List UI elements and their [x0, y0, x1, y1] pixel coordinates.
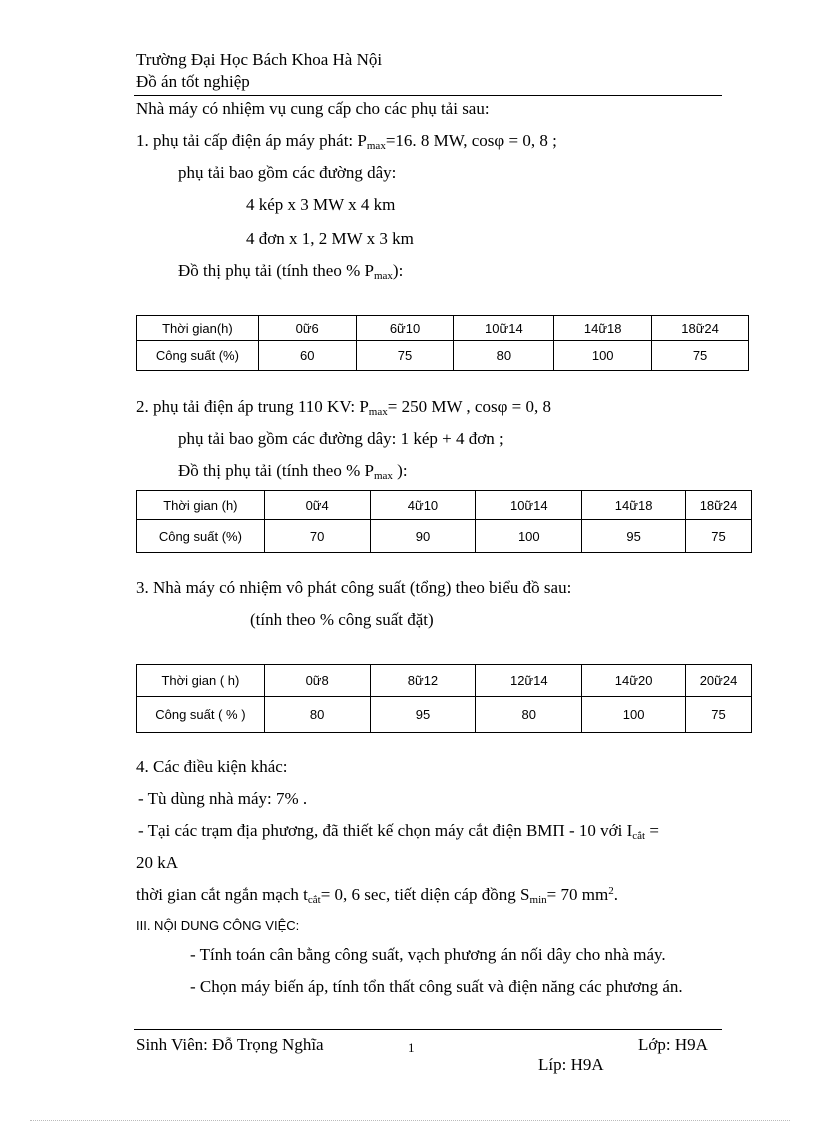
table-cell: 14ữ18 [554, 316, 652, 341]
header-rule [134, 95, 722, 96]
page-bottom-border [30, 1120, 790, 1121]
table-cell: 14ữ20 [582, 665, 686, 697]
load1-heading: 1. phụ tải cấp điện áp máy phát: $P_{max}=16$. 8 MW, cosφ = 0, 8 ; [136, 131, 557, 152]
table-cell: 80 [264, 697, 370, 733]
table-cell: 60 [258, 341, 356, 371]
load1-chart-caption: Đồ thị phụ tải (tính theo % $P_{max}$): [178, 261, 404, 282]
table-cell: 75 [652, 341, 749, 371]
table-cell: 95 [582, 520, 686, 553]
table-cell: 0ữ6 [258, 316, 356, 341]
table-cell: 0ữ4 [264, 491, 370, 520]
table-cell: 80 [454, 341, 554, 371]
table-row [137, 697, 752, 733]
load1-line-b: 4 đơn x 1, 2 MW x 3 km [246, 229, 414, 248]
class-label: Lớp: H9A [638, 1035, 708, 1054]
conditions-heading: 4. Các điều kiện khác: [136, 757, 288, 776]
table-cell: 70 [264, 520, 370, 553]
load2-heading: 2. phụ tải điện áp trung 110 KV: $P_{max}= 250$ MW , cosφ = 0, 8 [136, 397, 551, 418]
table-row [137, 665, 752, 697]
table-cell: 100 [582, 697, 686, 733]
footer-rule [134, 1029, 722, 1030]
load3-subheading: (tính theo % công suất đặt) [250, 610, 434, 629]
table-cell: Công suất ( % ) [137, 697, 265, 733]
load2-table [136, 490, 752, 553]
student-name: Sinh Viên: Đỗ Trọng Nghĩa [136, 1035, 324, 1054]
table-cell: 18ữ24 [686, 491, 752, 520]
table-cell: 14ữ18 [582, 491, 686, 520]
page-number: 1 [408, 1040, 415, 1055]
load3-table [136, 664, 752, 733]
section3-title: III. NỘI DUNG CÔNG VIỆC: [136, 918, 300, 933]
load3-heading: 3. Nhà máy có nhiệm vô phát công suất (tổng) theo biểu đồ sau: [136, 578, 572, 597]
section3-task2: - Chọn máy biến áp, tính tổn thất công suất và điện năng các phương án. [190, 977, 683, 996]
table-cell: Thời gian ( h) [137, 665, 265, 697]
table-cell: 10ữ14 [476, 491, 582, 520]
load1-table [136, 315, 749, 371]
local-station-text: - Tại các trạm địa phương, đã thiết kế chọn máy cắt điện BMΠ - 10 với $I_{cắt}$ = [138, 821, 659, 842]
table-cell: 4ữ10 [370, 491, 476, 520]
table-cell: 10ữ14 [454, 316, 554, 341]
load2-chart-caption: Đồ thị phụ tải (tính theo % $P_{max}$ ): [178, 461, 408, 482]
class-label-duplicate: Líp: H9A [538, 1055, 604, 1074]
table-cell: 18ữ24 [652, 316, 749, 341]
table-row [137, 520, 752, 553]
table-cell: Thời gian(h) [137, 316, 259, 341]
project-title: Đồ án tốt nghiệp [136, 72, 250, 91]
table-cell: 12ữ14 [476, 665, 582, 697]
table-cell: 75 [356, 341, 454, 371]
table-cell: Thời gian (h) [137, 491, 265, 520]
table-cell: 20ữ24 [686, 665, 752, 697]
table-cell: 100 [476, 520, 582, 553]
breaker-current: 20 kA [136, 853, 179, 872]
table-cell: 100 [554, 341, 652, 371]
table-cell: 75 [686, 697, 752, 733]
table-cell: Công suất (%) [137, 520, 265, 553]
table-cell: 90 [370, 520, 476, 553]
table-cell: 6ữ10 [356, 316, 454, 341]
table-cell: 75 [686, 520, 752, 553]
load1-lines-intro: phụ tải bao gồm các đường dây: [178, 163, 397, 182]
table-row [137, 491, 752, 520]
cut-time-text: thời gian cắt ngắn mạch $t_{cắt}= 0$, 6 sec, tiết diện cáp đồng $S_{min}= 70$ $mm^2$. [136, 885, 618, 906]
table-row [137, 316, 749, 341]
section3-task1: - Tính toán cân bằng công suất, vạch phương án nối dây cho nhà máy. [190, 945, 666, 964]
table-cell: Công suất (%) [137, 341, 259, 371]
table-cell: 0ữ8 [264, 665, 370, 697]
table-cell: 80 [476, 697, 582, 733]
intro-text: Nhà máy có nhiệm vụ cung cấp cho các phụ tải sau: [136, 99, 490, 118]
load1-line-a: 4 kép x 3 MW x 4 km [246, 195, 396, 214]
table-cell: 8ữ12 [370, 665, 476, 697]
table-cell: 95 [370, 697, 476, 733]
self-use-text: - Tù dùng nhà máy: 7% . [138, 789, 308, 808]
school-name: Trường Đại Học Bách Khoa Hà Nội [136, 50, 383, 69]
load2-lines: phụ tải bao gồm các đường dây: 1 kép + 4 đơn ; [178, 429, 504, 448]
table-row [137, 341, 749, 371]
